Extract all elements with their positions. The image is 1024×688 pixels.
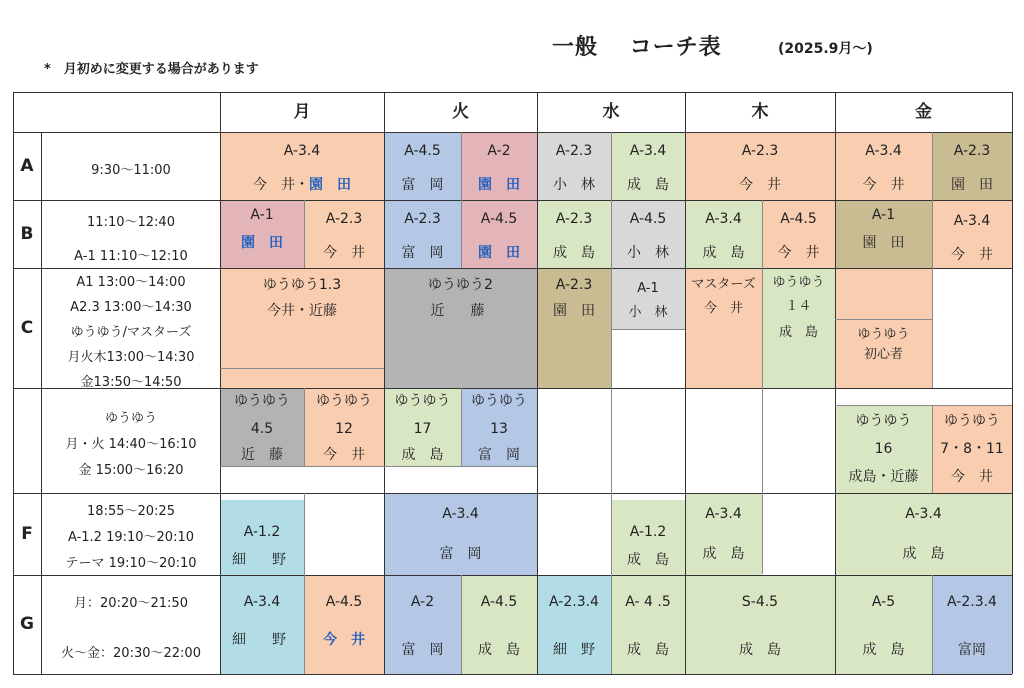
time-slot-c: A1 13:00～14:00 A2.3 13:00～14:30 ゆうゆう/マスターズ 月火木13:00～14:30 金13:50～14:50 — [67, 275, 195, 390]
cell-c-tue: ゆうゆう2 近 藤 — [384, 269, 537, 389]
day-header-tue: 火 — [452, 102, 469, 122]
cell-b-mon-1: A-1 園 田 — [220, 201, 304, 269]
row-label-f: F — [21, 524, 33, 544]
time-slot-g: 月：20:20～21:50 火～金：20:30～22:00 — [61, 596, 201, 661]
cell-b-fri-1: A-1 園 田 — [835, 201, 932, 269]
cell-a-wed-1: A-2.3 小 林 — [537, 133, 611, 201]
day-header-thu: 木 — [751, 102, 769, 122]
cell-d-tue-1: ゆうゆう 17 成 島 — [384, 389, 461, 467]
cell-d-tue-2: ゆうゆう 13 富 岡 — [461, 389, 537, 467]
cell-f-thu: A-3.4 成 島 — [685, 494, 762, 576]
time-slot-a: 9:30～11:00 — [91, 163, 171, 178]
cell-g-wed-2: A- 4 .5 成 島 — [611, 576, 685, 674]
title-date: (2025.9月～) — [778, 41, 873, 57]
time-slot-d: ゆうゆう 月・火 14:40～16:10 金 15:00～16:20 — [65, 411, 197, 478]
cell-d-fri-1: ゆうゆう 16 成島・近藤 — [835, 405, 932, 494]
cell-a-tue-2: A-2 園 田 — [461, 133, 537, 201]
cell-g-mon-2: A-4.5 今 井 — [304, 576, 384, 674]
cell-c-thu-2: ゆうゆう １４ 成 島 — [762, 269, 835, 389]
time-slot-b: 11:10～12:40 A-1 11:10～12:10 — [74, 215, 188, 264]
cell-d-fri-2: ゆうゆう 7・8・11 今 井 — [932, 405, 1012, 494]
row-label-c: C — [20, 318, 34, 338]
cell-b-tue-2: A-4.5 園 田 — [461, 201, 537, 269]
day-header-wed: 水 — [602, 102, 620, 122]
cell-a-thu: A-2.3 今 井 — [685, 133, 835, 201]
cell-a-fri-2: A-2.3 園 田 — [932, 133, 1012, 201]
row-label-b: B — [20, 224, 34, 244]
cell-c-wed-1: A-2.3 園 田 — [537, 269, 611, 389]
cell-d-mon-1: ゆうゆう 4.5 近 藤 — [220, 389, 304, 467]
cell-a-wed-2: A-3.4 成 島 — [611, 133, 685, 201]
cell-b-wed-2: A-4.5 小 林 — [611, 201, 685, 269]
cell-f-wed: A-1.2 成 島 — [611, 500, 685, 576]
cell-a-fri-1: A-3.4 今 井 — [835, 133, 932, 201]
row-label-a: A — [20, 156, 34, 176]
cell-g-wed-1: A-2.3.4 細 野 — [537, 576, 611, 674]
cell-b-wed-1: A-2.3 成 島 — [537, 201, 611, 269]
cell-g-mon-1: A-3.4 細 野 — [220, 576, 304, 674]
cell-d-mon-2: ゆうゆう 12 今 井 — [304, 389, 384, 467]
cell-f-fri: A-3.4 成 島 — [835, 494, 1012, 576]
day-header-fri: 金 — [915, 102, 932, 122]
cell-b-tue-1: A-2.3 富 岡 — [384, 201, 461, 269]
cell-g-fri-2: A-2.3.4 富岡 — [932, 576, 1012, 674]
time-slot-f: 18:55～20:25 A-1.2 19:10～20:10 テーマ 19:10～20:10 — [65, 504, 197, 571]
cell-g-thu: S-4.5 成 島 — [685, 576, 835, 674]
day-header-mon: 月 — [293, 102, 311, 122]
cell-f-tue: A-3.4 富 岡 — [384, 494, 537, 576]
cell-c-mon: ゆうゆう1.3 今井・近藤 — [220, 269, 384, 389]
cell-a-mon: A-3.4 今 井・園 田 — [220, 133, 384, 201]
cell-b-fri-2: A-3.4 今 井 — [932, 201, 1012, 269]
cell-c-thu-1: マスターズ 今 井 — [685, 269, 762, 389]
schedule-note: * 月初めに変更する場合があります — [44, 62, 259, 77]
cell-g-tue-2: A-4.5 成 島 — [461, 576, 537, 674]
cell-g-fri-1: A-5 成 島 — [835, 576, 932, 674]
cell-a-tue-1: A-4.5 富 岡 — [384, 133, 461, 201]
cell-b-thu-2: A-4.5 今 井 — [762, 201, 835, 269]
row-label-g: G — [20, 614, 34, 634]
cell-c-wed-2: A-1 小 林 — [611, 269, 685, 329]
page-title: 一般 コーチ表 — [552, 35, 722, 60]
cell-g-tue-1: A-2 富 岡 — [384, 576, 461, 674]
cell-f-mon: A-1.2 細 野 — [220, 500, 304, 576]
cell-b-thu-1: A-3.4 成 島 — [685, 201, 762, 269]
cell-c-fri: ゆうゆう 初心者 — [835, 269, 932, 389]
cell-b-mon-2: A-2.3 今 井 — [304, 201, 384, 269]
